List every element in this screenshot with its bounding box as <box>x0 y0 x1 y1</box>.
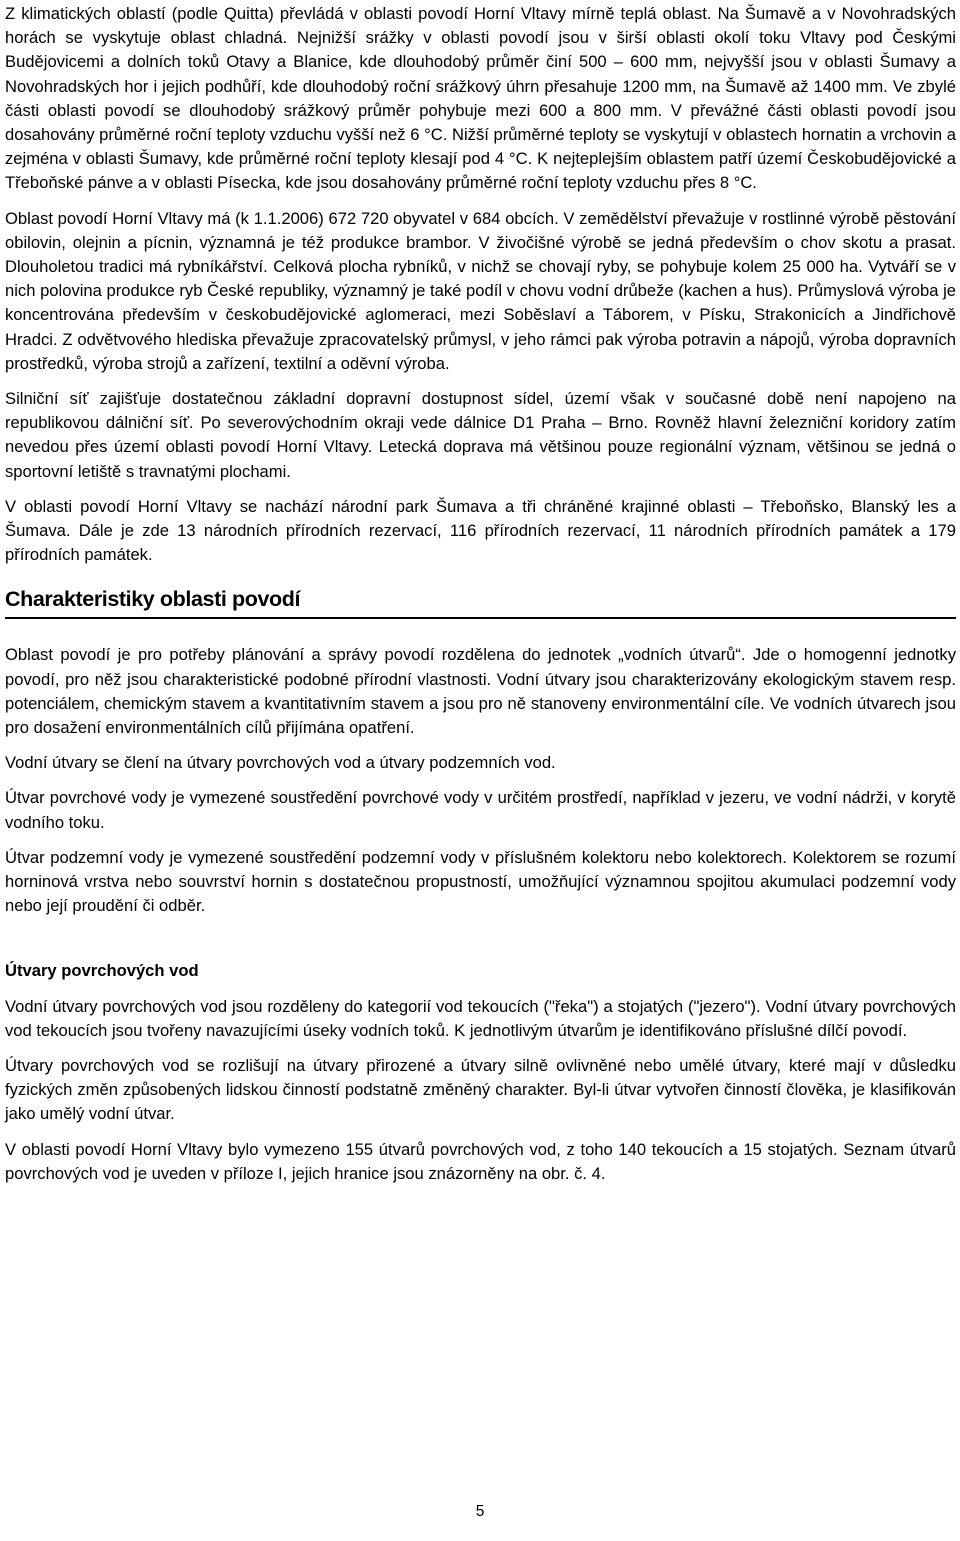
paragraph-surface-water-definition: Útvar povrchové vody je vymezené soustředění povrchové vody v určitém prostředí, například v jezeru, ve vodní nádrži, v korytě vodního toku. <box>5 788 956 832</box>
paragraph-surface-water-count: V oblasti povodí Horní Vltavy bylo vymezeno 155 útvarů povrchových vod, z toho 140 tekoucích a 15 stojatých. Seznam útvarů povrchových vod je uveden v příloze I, jejich hranice jsou znázorněny na obr. č. 4. <box>5 1139 956 1183</box>
paragraph-water-bodies-intro: Oblast povodí je pro potřeby plánování a správy povodí rozdělena do jednotek „vodních útvarů“. Jde o homogenní jednotky povodí, pro něž jsou charakteristické podobné přírodní vlastnosti. Vodní útvary jsou charakterizovány ekologickým stavem resp. potenciálem, chemickým stavem a kvantitativním stavem a jsou pro ně stanoveny environmentální cíle. Ve vodních útvarech jsou pro dosažení environmentálních cílů přijímána opatření. <box>5 645 956 738</box>
paragraph-climate: Z klimatických oblastí (podle Quitta) převládá v oblasti povodí Horní Vltavy mírně teplá oblast. Na Šumavě a v Novohradských horách se vyskytuje oblast chladná. Nejnižší srážky v oblasti povodí jsou v širší oblasti okolí toku Vltavy pod Českými Budějovicemi a dolních toků Otavy a Blanice, kde dlouhodobý průměr činí 500 – 600 mm, nejvyšší jsou v oblasti Šumavy a Novohradských hor i jejich podhůří, kde dlouhodobý roční srážkový úhrn přesahuje 1200 mm, na Šumavě až 1400 mm. Ve zbylé části oblasti povodí se dlouhodobý srážkový průměr pohybuje mezi 600 a 800 mm. V převážné části oblasti povodí jsou dosahovány průměrné roční teploty vzduchu vyšší než 6 °C. Nižší průměrné teploty se vyskytují v oblastech hornatin a vrchovin a zejména v oblasti Šumavy, kde průměrné roční teploty klesají pod 4 °C. K nejteplejším oblastem patří území Českobudějovické a Třeboňské pánve a v oblasti Písecka, kde jsou dosahovány průměrné roční teploty vzduchu přes 8 °C. <box>5 4 956 193</box>
paragraph-surface-water-types: Útvary povrchových vod se rozlišují na útvary přirozené a útvary silně ovlivněné nebo umělé útvary, které mají v důsledku fyzických změn způsobených lidskou činností podstatně změněný charakter. Byl-li útvar vytvořen činností člověka, je klasifikován jako umělý vodní útvar. <box>5 1055 956 1124</box>
paragraph-groundwater-definition: Útvar podzemní vody je vymezené soustředění podzemní vody v příslušném kolektoru nebo kolektorech. Kolektorem se rozumí horninová vrstva nebo souvrství hornin s dostatečnou propustností, umožňující významnou spojitou akumulaci podzemní vody nebo její proudění či odběr. <box>5 847 956 916</box>
subsection-heading: Útvary povrchových vod <box>5 960 199 980</box>
page-number: 5 <box>475 1503 485 1520</box>
paragraph-population-economy: Oblast povodí Horní Vltavy má (k 1.1.2006) 672 720 obyvatel v 684 obcích. V zemědělství převažuje v rostlinné výrobě pěstování obilovin, olejnin a pícnin, významná je též produkce brambor. V živočišné výrobě se jedná především o chov skotu a prasat. Dlouholetou tradici má rybníkářství. Celková plocha rybníků, v nichž se chovají ryby, se pohybuje kolem 25 000 ha. Vytváří se v nich polovina produkce ryb České republiky, významný je také podíl v chovu vodní drůbeže (kachen a hus). Průmyslová výroba je koncentrována především v českobudějovické aglomeraci, mezi Soběslaví a Táborem, v Písku, Strakonicích a Jindřichově Hradci. Z odvětvového hlediska převažuje zpracovatelský průmysl, v jeho rámci pak výroba potravin a nápojů, výroba dopravních prostředků, výroba strojů a zařízení, textilní a oděvní výroba. <box>5 208 956 373</box>
document-page <box>5 2 956 1186</box>
paragraph-transport: Silniční síť zajišťuje dostatečnou základní dopravní dostupnost sídel, území však v současné době není napojeno na republikovou dálniční síť. Po severovýchodním okraji vede dálnice D1 Praha – Brno. Rovněž hlavní železniční koridory zatím nevedou přes území oblasti povodí Horní Vltavy. Letecká doprava má většinou pouze regionální význam, většinou se jedná o sportovní letiště s travnatými plochami. <box>5 389 956 481</box>
paragraph-water-bodies-division: Vodní útvary se člení na útvary povrchových vod a útvary podzemních vod. <box>5 753 556 773</box>
paragraph-protected-areas: V oblasti povodí Horní Vltavy se nachází národní park Šumava a tři chráněné krajinné oblasti – Třeboňsko, Blanský les a Šumava. Dále je zde 13 národních přírodních rezervací, 116 přírodních rezervací, 11 národních přírodních památek a 179 přírodních památek. <box>5 496 956 565</box>
section-heading: Charakteristiky oblasti povodí <box>5 586 956 619</box>
paragraph-surface-water-categories: Vodní útvary povrchových vod jsou rozděleny do kategorií vod tekoucích ("řeka") a stojatých ("jezero"). Vodní útvary povrchových vod tekoucích jsou tvořeny navazujícími úseky vodních toků. K jednotlivým útvarům je identifikováno příslušné dílčí povodí. <box>5 996 956 1040</box>
